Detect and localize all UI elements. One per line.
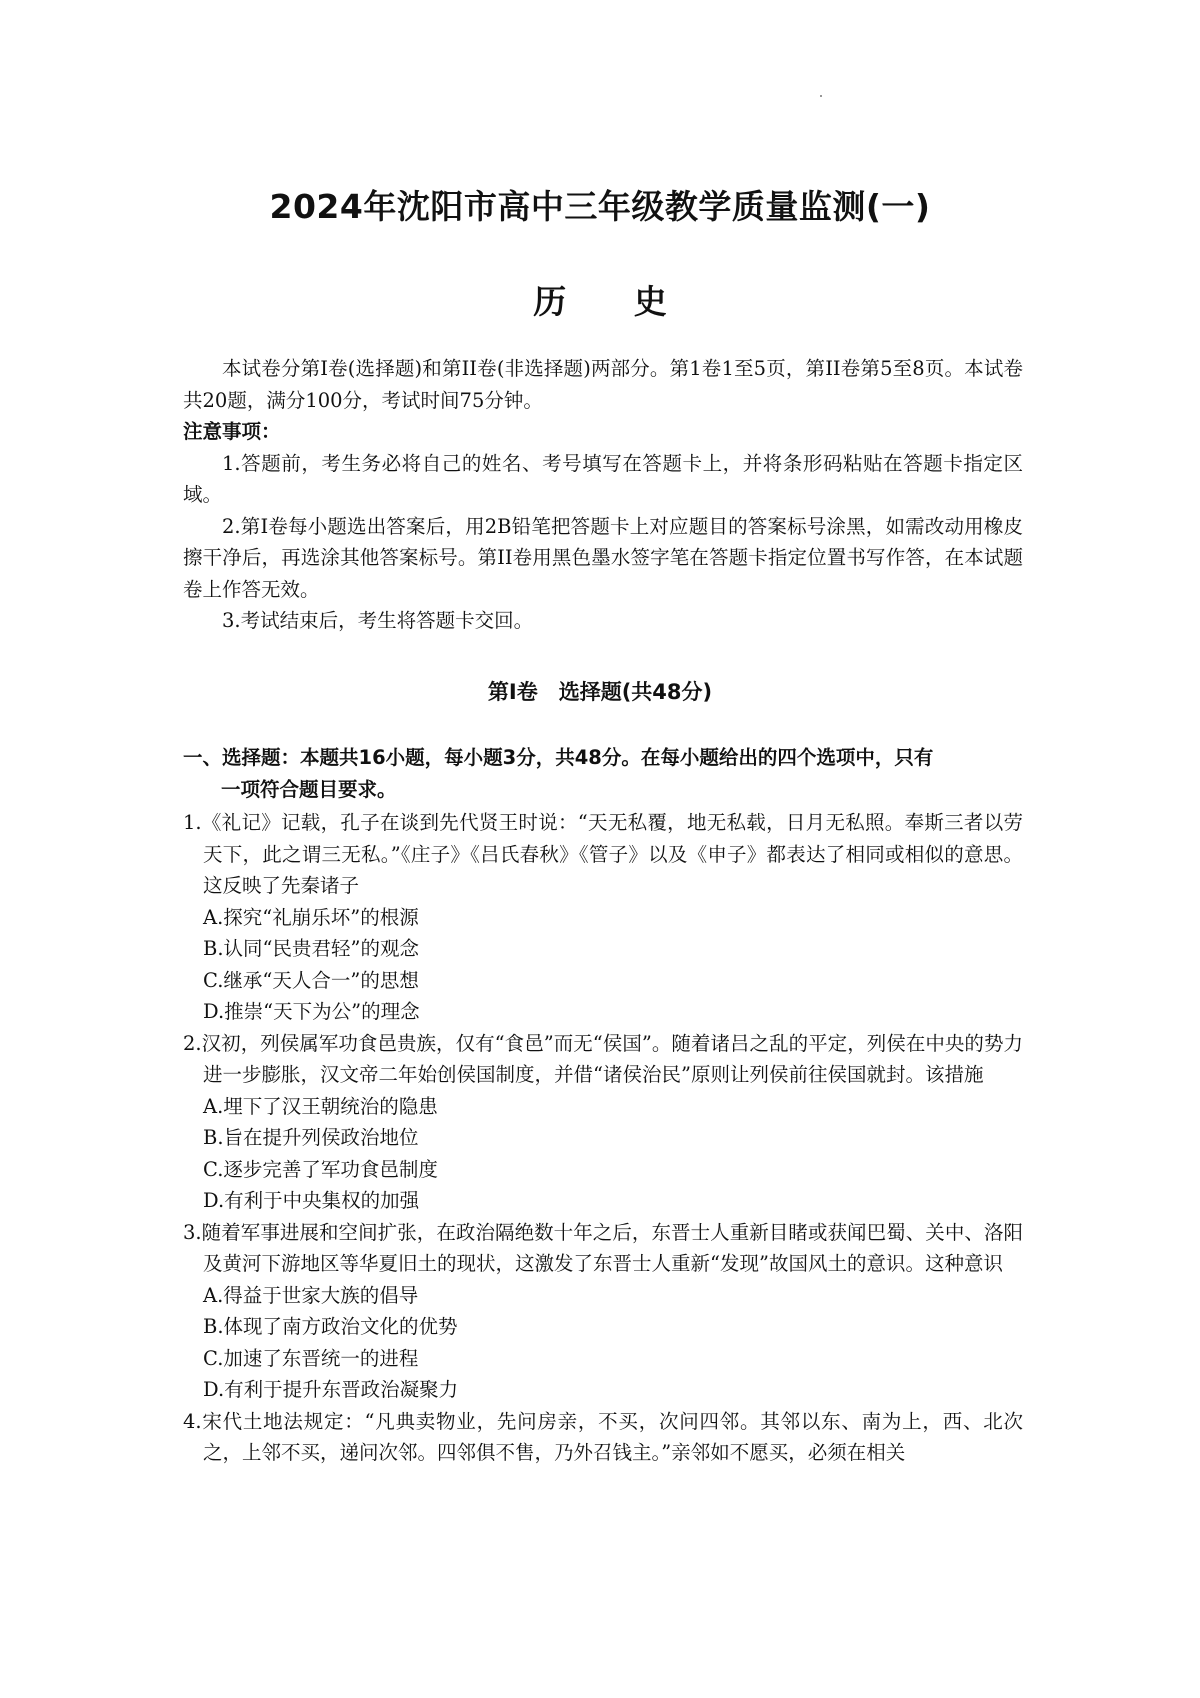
notice-block [183,416,1023,637]
question-stem: 4.宋代土地法规定：“凡典卖物业，先问房亲，不买，次问四邻。其邻以东、南为上，西、北次之，上邻不买，递问次邻。四邻俱不售，乃外召钱主。”亲邻如不愿买，必须在相关 [183,1409,1023,1464]
question-stem: 2.汉初，列侯属军功食邑贵族，仅有“食邑”而无“侯国”。随着诸吕之乱的平定，列侯在中央的势力进一步膨胀，汉文帝二年始创侯国制度，并借“诸侯治民”原则让列侯前往侯国就封。该措施 [183,1031,1023,1086]
intro-paragraph: 本试卷分第I卷(选择题)和第II卷(非选择题)两部分。第1卷1至5页，第II卷第5至8页。本试卷共20题，满分100分，考试时间75分钟。 [183,357,1023,412]
question-list [183,807,1023,1469]
question-option: D.推崇“天下为公”的理念 [203,1000,420,1023]
question-stem: 3.随着军事进展和空间扩张，在政治隔绝数十年之后，东晋士人重新目睹或获闻巴蜀、关中、洛阳及黄河下游地区等华夏旧土的现状，这激发了东晋士人重新“发现”故国风土的意识。这种意识 [183,1220,1023,1275]
question-option: C.加速了东晋统一的进程 [203,1346,419,1370]
question-item [183,807,1023,1028]
question-option: B.旨在提升列侯政治地位 [203,1126,419,1149]
part-heading [183,742,1023,805]
question-option: A.埋下了汉王朝统治的隐患 [203,1094,438,1118]
question-option: A.得益于世家大族的倡导 [203,1283,419,1307]
exam-title: 2024年沈阳市高中三年级教学质量监测(一) [269,187,931,226]
scan-speck [820,95,822,97]
question-option: A.探究“礼崩乐坏”的根源 [203,905,419,929]
question-item [183,1028,1023,1217]
notice-item: 3.考试结束后，考生将答题卡交回。 [222,609,534,632]
notice-item: 2.第I卷每小题选出答案后，用2B铅笔把答题卡上对应题目的答案标号涂黑，如需改动用橡皮擦干净后，再选涂其他答案标号。第II卷用黑色墨水签字笔在答题卡指定位置书写作答，在本试题卷上作答无效。 [183,514,1023,601]
question-option: C.逐步完善了军功食邑制度 [203,1157,438,1181]
question-option: D.有利于中央集权的加强 [203,1189,420,1212]
section-title: 第I卷 选择题(共48分) [487,680,713,704]
part-heading-line: 一项符合题目要求。 [221,777,397,801]
question-item [183,1217,1023,1406]
question-option: B.体现了南方政治文化的优势 [203,1315,458,1338]
question-option: D.有利于提升东晋政治凝聚力 [203,1378,459,1401]
question-item [183,1406,1023,1469]
notice-item: 1.答题前，考生务必将自己的姓名、考号填写在答题卡上，并将条形码粘贴在答题卡指定区域。 [183,451,1023,506]
subject-title: 历 史 [533,282,695,321]
instructions-block [183,353,1023,637]
part-heading-line: 一、选择题：本题共16小题，每小题3分，共48分。在每小题给出的四个选项中，只有 [183,746,934,769]
question-option: B.认同“民贵君轻”的观念 [203,937,419,960]
question-stem: 1.《礼记》记载，孔子在谈到先代贤王时说：“天无私覆，地无私载，日月无私照。奉斯三者以劳天下，此之谓三无私。”《庄子》《吕氏春秋》《管子》以及《申子》都表达了相同或相似的意思。这反映了先秦诸子 [183,811,1023,897]
notice-heading: 注意事项： [183,420,281,443]
question-option: C.继承“天人合一”的思想 [203,968,419,992]
